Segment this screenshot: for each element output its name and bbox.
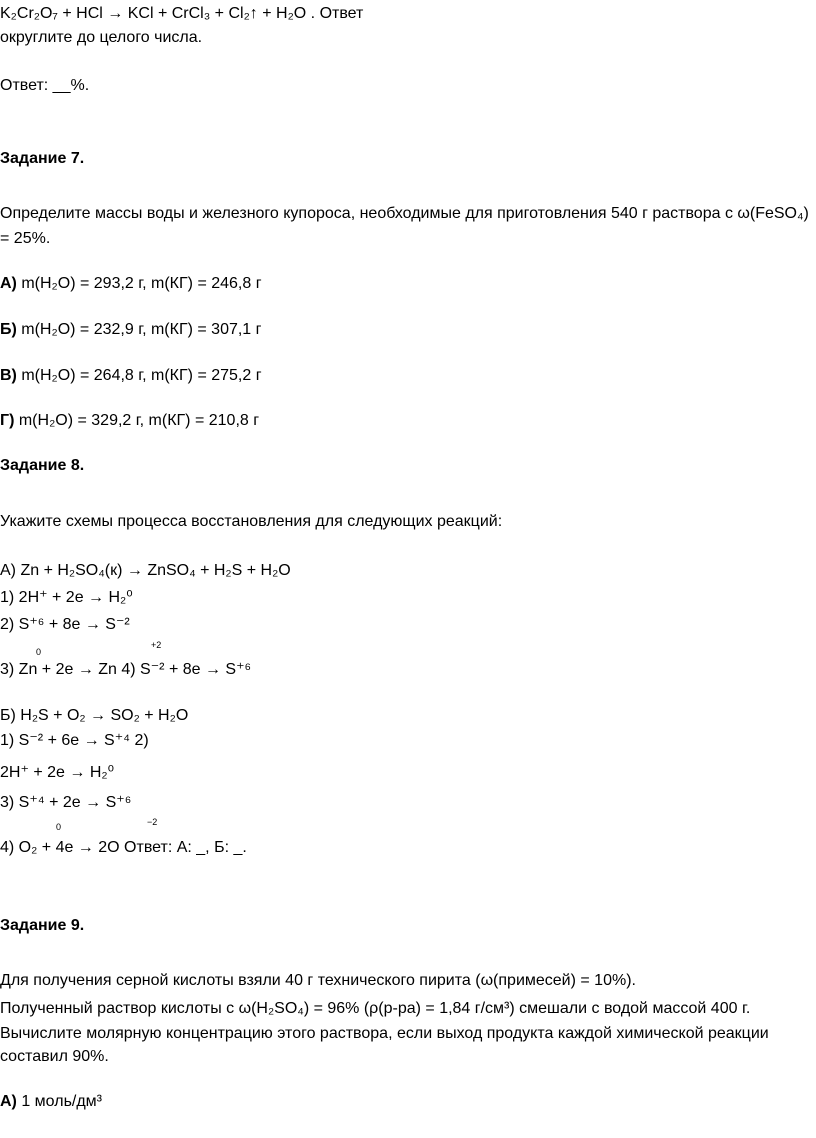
task-7-option-c <box>0 368 262 384</box>
task-7-option-b <box>0 322 261 338</box>
answer-blank-percent: Ответ: __%. <box>0 77 90 94</box>
option-label: Б) <box>0 321 17 338</box>
task-8-heading: Задание 8. <box>0 457 85 474</box>
oxidation-state-label: 0 <box>56 822 62 832</box>
scheme-b-3: 3) S⁺⁴ + 2e → S⁺⁶ <box>0 794 132 811</box>
option-text: m(H₂O) = 329,2 г, m(КГ) = 210,8 г <box>14 412 260 429</box>
task-7-option-a <box>0 276 262 292</box>
task-9-option-a <box>0 1094 102 1110</box>
reaction-a-equation: А) Zn + H₂SO₄(к) → ZnSO₄ + H₂S + H₂O <box>0 562 291 579</box>
scheme-b-4-answer: 4) O₂ + 4e → 2O Ответ: А: _, Б: _. <box>0 839 247 856</box>
option-label: А) <box>0 1093 17 1110</box>
option-text: m(H₂O) = 232,9 г, m(КГ) = 307,1 г <box>16 321 262 338</box>
oxidation-state-label: −2 <box>147 817 158 827</box>
scheme-3-4: 3) Zn + 2e → Zn 4) S⁻² + 8e → S⁺⁶ <box>0 661 252 678</box>
scheme-1: 1) 2H⁺ + 2e → H₂⁰ <box>0 589 133 606</box>
task-9-heading: Задание 9. <box>0 917 85 934</box>
option-label: А) <box>0 275 17 292</box>
reaction-equation-line: K₂Cr₂O₇ + HCl → KCl + CrCl₃ + Cl₂↑ + H₂O . Ответ <box>0 5 364 22</box>
oxidation-state-label: +2 <box>151 640 162 650</box>
task-9-question-3: Вычислите молярную концентрацию этого раствора, если выход продукта каждой химической реакции <box>0 1025 769 1042</box>
task-9-question-1: Для получения серной кислоты взяли 40 г технического пирита (ω(примесей) = 10%). <box>0 972 636 989</box>
task-7-question-cont: = 25%. <box>0 230 51 247</box>
task-7-question: Определите массы воды и железного купороса, необходимые для приготовления 540 г раствора с ω(FeSO₄) <box>0 205 809 222</box>
reaction-b-equation: Б) H₂S + O₂ → SO₂ + H₂O <box>0 707 189 724</box>
scheme-b-1-2: 1) S⁻² + 6e → S⁺⁴ 2) <box>0 732 149 749</box>
scheme-2: 2) S⁺⁶ + 8e → S⁻² <box>0 616 130 633</box>
task-9-question-2: Полученный раствор кислоты с ω(H₂SO₄) = 96% (ρ(р-ра) = 1,84 г/см³) смешали с водой массой 400 г. <box>0 1000 751 1017</box>
task-7-option-d <box>0 413 259 429</box>
option-label: Г) <box>0 412 15 429</box>
option-text: m(H₂O) = 293,2 г, m(КГ) = 246,8 г <box>16 275 262 292</box>
task-8-question: Укажите схемы процесса восстановления для следующих реакций: <box>0 513 503 530</box>
option-label: В) <box>0 367 17 384</box>
scheme-b-2-cont: 2H⁺ + 2e → H₂⁰ <box>0 764 114 781</box>
rounding-instruction: округлите до целого числа. <box>0 29 203 46</box>
option-text: m(H₂O) = 264,8 г, m(КГ) = 275,2 г <box>16 367 262 384</box>
oxidation-state-label: 0 <box>36 647 42 657</box>
task-9-question-4: составил 90%. <box>0 1048 109 1065</box>
option-text: 1 моль/дм³ <box>16 1093 103 1110</box>
task-7-heading: Задание 7. <box>0 150 85 167</box>
